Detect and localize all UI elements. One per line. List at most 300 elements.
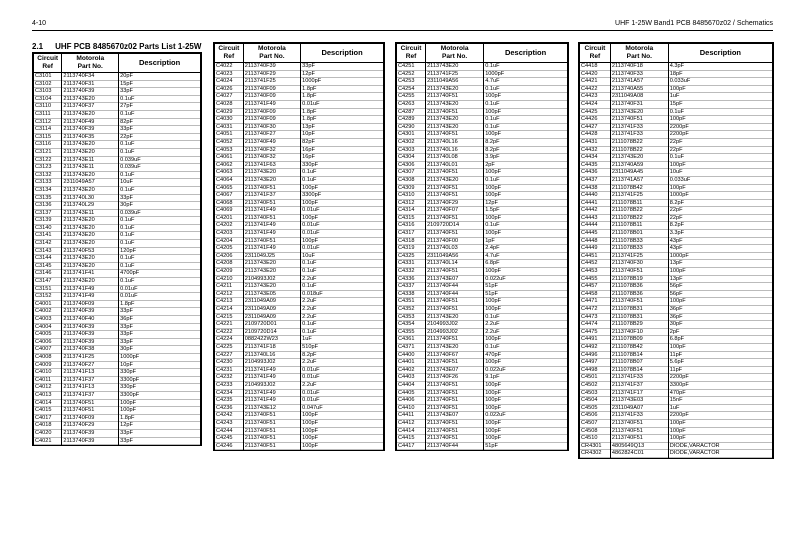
header-part-line1: Motorola	[440, 45, 469, 52]
description-cell: 16pF	[301, 154, 384, 162]
circuit-ref-cell: C4361	[397, 336, 426, 344]
description-cell: 16pF	[301, 146, 384, 154]
circuit-ref-cell: C4303	[397, 146, 426, 154]
table-row	[580, 336, 773, 344]
table-row	[397, 374, 568, 382]
circuit-ref-cell: C4354	[397, 321, 426, 329]
circuit-ref-cell: C4205	[215, 245, 244, 253]
table-row	[580, 199, 773, 207]
part-number-cell: 2113741F49	[243, 389, 300, 397]
table-row	[34, 353, 201, 361]
part-number-cell: 4862824C01	[610, 450, 668, 458]
table-row	[34, 293, 201, 301]
part-number-cell: 2113743E11	[62, 156, 119, 164]
part-number-cell: 2111078B42	[610, 343, 668, 351]
description-cell: 100pF	[668, 419, 772, 427]
circuit-ref-cell: C4415	[397, 435, 426, 443]
circuit-ref-cell: C3152	[34, 293, 62, 301]
circuit-ref-cell: C4242	[215, 412, 244, 420]
part-number-cell: 2113741F49	[243, 207, 300, 215]
table-row	[34, 247, 201, 255]
circuit-ref-cell: C4020	[34, 429, 62, 437]
description-cell: 33pF	[119, 338, 201, 346]
description-cell: 8.2pF	[301, 351, 384, 359]
circuit-ref-cell: C4022	[215, 63, 244, 71]
description-cell: 100pF	[668, 268, 772, 276]
part-number-cell: 2113741F49	[243, 245, 300, 253]
circuit-ref-cell: C4309	[397, 184, 426, 192]
part-number-cell: 2113740F38	[62, 346, 119, 354]
part-number-cell: 2113740A59	[610, 161, 668, 169]
part-number-cell: 2113741F13	[62, 384, 119, 392]
description-cell: 2200pF	[668, 374, 772, 382]
part-number-cell: 2113740F18	[610, 63, 668, 71]
circuit-ref-cell: C4308	[397, 176, 426, 184]
description-cell: 100pF	[301, 412, 384, 420]
part-number-cell: 2111078B22	[610, 138, 668, 146]
part-number-cell: 2113743E20	[62, 141, 119, 149]
description-cell: 100pF	[484, 298, 568, 306]
part-number-cell: 2113741F49	[243, 100, 300, 108]
table-row	[34, 80, 201, 88]
table-row	[397, 176, 568, 184]
description-cell: 18pF	[668, 70, 772, 78]
description-cell: 20pF	[119, 73, 201, 81]
circuit-ref-cell: C4331	[397, 260, 426, 268]
description-cell: 0.022uF	[484, 366, 568, 374]
circuit-ref-cell: C3136	[34, 202, 62, 210]
part-number-cell: 2109720D01	[243, 321, 300, 329]
description-cell: 0.047uF	[301, 404, 384, 412]
circuit-ref-cell: C3143	[34, 247, 62, 255]
circuit-ref-cell: C3104	[34, 95, 62, 103]
table-row	[397, 214, 568, 222]
table-row	[397, 313, 568, 321]
part-number-cell: 2311049A09	[243, 298, 300, 306]
part-number-cell: 2113743E20	[243, 268, 300, 276]
part-number-cell: 2113743E20	[426, 63, 484, 71]
description-cell: 100pF	[301, 442, 384, 450]
circuit-ref-cell: C4422	[580, 85, 611, 93]
table-row	[215, 359, 384, 367]
table-row	[397, 397, 568, 405]
table-row	[580, 78, 773, 86]
circuit-ref-cell: C4306	[397, 161, 426, 169]
description-cell: 22pF	[119, 133, 201, 141]
table-row	[215, 237, 384, 245]
part-number-cell: 2113741F37	[610, 381, 668, 389]
table-row	[34, 300, 201, 308]
description-cell: 2.2uF	[301, 359, 384, 367]
circuit-ref-cell: C3141	[34, 232, 62, 240]
circuit-ref-cell: C4301	[397, 131, 426, 139]
part-number-cell: 2311049A09	[243, 306, 300, 314]
table-row	[580, 131, 773, 139]
description-cell: 0.1uF	[119, 217, 201, 225]
part-number-cell: 2104993J02	[426, 321, 484, 329]
header-description: Description	[668, 44, 772, 63]
description-cell: 15pF	[668, 100, 772, 108]
description-cell: 82pF	[301, 138, 384, 146]
table-row	[34, 217, 201, 225]
table-row	[397, 328, 568, 336]
part-number-cell: 2113740F40	[62, 316, 119, 324]
header-part-line1: Motorola	[258, 45, 286, 52]
table-row	[215, 389, 384, 397]
part-number-cell: 2113741F37	[62, 391, 119, 399]
description-cell: 36pF	[668, 306, 772, 314]
description-cell: 1000pF	[668, 252, 772, 260]
circuit-ref-cell: C4420	[580, 70, 611, 78]
table-row	[34, 95, 201, 103]
description-cell: 0.1uF	[119, 148, 201, 156]
part-number-cell: 2113743E20	[62, 171, 119, 179]
table-row	[580, 237, 773, 245]
part-number-cell: 2113740F51	[610, 298, 668, 306]
circuit-ref-cell: C4432	[580, 146, 611, 154]
description-cell: 0.1uF	[484, 222, 568, 230]
circuit-ref-cell: C3102	[34, 80, 62, 88]
table-row	[215, 412, 384, 420]
part-number-cell: 2113740F09	[243, 116, 300, 124]
part-number-cell: 2113740F44	[426, 283, 484, 291]
part-number-cell: 2113741F25	[610, 192, 668, 200]
table-row	[34, 255, 201, 263]
circuit-ref-cell: C4426	[580, 116, 611, 124]
table-row	[397, 283, 568, 291]
part-number-cell: 2111078B36	[610, 290, 668, 298]
part-number-cell: 2113740A55	[610, 85, 668, 93]
table-row	[397, 290, 568, 298]
circuit-ref-cell: C4027	[215, 93, 244, 101]
part-number-cell: 2113743E20	[62, 95, 119, 103]
part-number-cell: 2113740F30	[243, 123, 300, 131]
table-row	[580, 100, 773, 108]
table-row	[397, 419, 568, 427]
circuit-ref-cell: C4065	[215, 184, 244, 192]
circuit-ref-cell: C4438	[580, 184, 611, 192]
description-cell: 100pF	[668, 343, 772, 351]
description-cell: 100pF	[484, 192, 568, 200]
circuit-ref-cell: C3139	[34, 217, 62, 225]
header-ref-line2: Ref	[223, 53, 235, 60]
description-cell: 2200pF	[668, 131, 772, 139]
table-row	[34, 369, 201, 377]
description-cell: 0.1uF	[119, 95, 201, 103]
circuit-ref-cell: C4211	[215, 283, 244, 291]
section-heading	[32, 42, 201, 51]
table-row	[580, 260, 773, 268]
description-cell: 0.1uF	[668, 154, 772, 162]
circuit-ref-cell: C4302	[397, 138, 426, 146]
part-number-cell: 4805649Q13	[610, 442, 668, 450]
table-row	[397, 268, 568, 276]
description-cell: 12pF	[484, 199, 568, 207]
circuit-ref-cell: C4009	[34, 361, 62, 369]
header-ref-line2: Ref	[405, 53, 417, 60]
circuit-ref-cell: C4406	[397, 397, 426, 405]
circuit-ref-cell: C4423	[580, 93, 611, 101]
part-number-cell: 2113740F39	[62, 429, 119, 437]
part-number-cell: 2113740L08	[426, 154, 484, 162]
part-number-cell: 2113741F49	[243, 366, 300, 374]
circuit-ref-cell: C4414	[397, 427, 426, 435]
description-cell: 13pF	[668, 260, 772, 268]
part-number-cell: 2113740F51	[426, 419, 484, 427]
description-cell: 0.033uF	[668, 78, 772, 86]
circuit-ref-cell: C4440	[580, 192, 611, 200]
header-part-line2: Part No.	[441, 53, 468, 60]
description-cell: 100pF	[484, 268, 568, 276]
circuit-ref-cell: C4453	[580, 268, 611, 276]
description-cell: 33pF	[119, 194, 201, 202]
circuit-ref-cell: C4263	[397, 100, 426, 108]
circuit-ref-cell: C4437	[580, 176, 611, 184]
description-cell: 11pF	[668, 366, 772, 374]
description-cell: 510pF	[301, 343, 384, 351]
table-row	[34, 414, 201, 422]
circuit-ref-cell: C4018	[34, 422, 62, 430]
table-row	[580, 70, 773, 78]
part-number-cell: 2113740F51	[610, 419, 668, 427]
part-number-cell: 2113740F27	[243, 131, 300, 139]
circuit-ref-cell: C4315	[397, 214, 426, 222]
circuit-ref-cell: C4015	[34, 407, 62, 415]
table-row	[397, 199, 568, 207]
circuit-ref-cell: C4008	[34, 353, 62, 361]
table-row	[397, 154, 568, 162]
part-number-cell: 2113741F25	[610, 252, 668, 260]
header-ref-line1: Circuit	[400, 45, 422, 52]
table-row	[580, 176, 773, 184]
circuit-ref-cell: C4030	[215, 116, 244, 124]
table-row	[580, 442, 773, 450]
part-number-cell: 2113740F51	[243, 199, 300, 207]
header-part-line2: Part No.	[259, 53, 285, 60]
table-row	[34, 437, 201, 445]
description-cell: 2.2uF	[484, 328, 568, 336]
part-number-cell: 2113741F41	[62, 270, 119, 278]
table-row	[580, 404, 773, 412]
table-row	[397, 359, 568, 367]
circuit-ref-cell: C4403	[397, 374, 426, 382]
table-row	[34, 308, 201, 316]
part-number-cell: 2113740F09	[243, 85, 300, 93]
part-number-cell: 2113743E20	[62, 232, 119, 240]
part-number-cell: 2113740F51	[426, 268, 484, 276]
part-number-cell: 2113740F51	[426, 404, 484, 412]
description-cell: 100pF	[484, 427, 568, 435]
description-cell: 8.2pF	[668, 199, 772, 207]
table-row	[215, 154, 384, 162]
description-cell: 6.8pF	[484, 260, 568, 268]
table-row	[397, 237, 568, 245]
description-cell: 0.01uF	[301, 374, 384, 382]
page-number: 4-10	[32, 20, 47, 27]
circuit-ref-cell: C4289	[397, 116, 426, 124]
part-number-cell: 2113740F67	[426, 351, 484, 359]
description-cell: 0.1uF	[484, 123, 568, 131]
part-number-cell: 2113743E20	[62, 224, 119, 232]
table-row	[397, 108, 568, 116]
table-row	[215, 268, 384, 276]
circuit-ref-cell: C4252	[397, 70, 426, 78]
part-number-cell: 2111078B09	[610, 336, 668, 344]
description-cell: 33pF	[119, 323, 201, 331]
table-row	[397, 298, 568, 306]
part-number-cell: 2104993J02	[243, 359, 300, 367]
table-row	[580, 268, 773, 276]
table-row	[580, 397, 773, 405]
description-cell: 2.2uF	[301, 381, 384, 389]
header-rule	[32, 30, 773, 31]
description-cell: 0.1uF	[484, 85, 568, 93]
part-number-cell: 2311049A45	[610, 169, 668, 177]
description-cell: 0.1uF	[484, 116, 568, 124]
part-number-cell: 2113743E20	[62, 186, 119, 194]
table-row	[397, 427, 568, 435]
table-row	[34, 316, 201, 324]
circuit-ref-cell: C4338	[397, 290, 426, 298]
circuit-ref-cell: CR4302	[580, 450, 611, 458]
table-row	[34, 361, 201, 369]
table-row	[215, 351, 384, 359]
part-number-cell: 2113743E20	[62, 278, 119, 286]
description-cell: 33pF	[119, 308, 201, 316]
table-row	[215, 419, 384, 427]
description-cell: 13pF	[301, 123, 384, 131]
header-description: Description	[119, 54, 201, 73]
description-cell: 4700pF	[119, 270, 201, 278]
description-cell: 3.3pF	[668, 230, 772, 238]
circuit-ref-cell: C4236	[215, 404, 244, 412]
part-number-cell: 2113741F25	[243, 78, 300, 86]
circuit-ref-cell: C4244	[215, 427, 244, 435]
circuit-ref-cell: C3114	[34, 126, 62, 134]
table-row	[397, 435, 568, 443]
description-cell: 0.1uF	[668, 108, 772, 116]
circuit-ref-cell: C4421	[580, 78, 611, 86]
description-cell: 5.6pF	[668, 359, 772, 367]
part-number-cell: 2113740F51	[426, 389, 484, 397]
table-row	[215, 230, 384, 238]
circuit-ref-cell: C4497	[580, 359, 611, 367]
table-row	[215, 260, 384, 268]
table-row	[34, 179, 201, 187]
table-row	[215, 184, 384, 192]
description-cell: 0.01uF	[301, 222, 384, 230]
table-row	[580, 412, 773, 420]
part-number-cell: 2113740F51	[426, 298, 484, 306]
parts-table-4	[578, 42, 774, 459]
description-cell: 43pF	[668, 245, 772, 253]
description-cell: 27pF	[119, 103, 201, 111]
table-row	[397, 207, 568, 215]
circuit-ref-cell: C4062	[215, 161, 244, 169]
part-number-cell: 2113741F49	[62, 285, 119, 293]
table-row	[397, 351, 568, 359]
description-cell: 0.01uF	[301, 397, 384, 405]
table-row	[215, 161, 384, 169]
circuit-ref-cell: C4411	[397, 412, 426, 420]
part-number-cell: 2111078B33	[610, 245, 668, 253]
part-number-cell: 2113743E07	[426, 275, 484, 283]
table-row	[580, 374, 773, 382]
description-cell: 0.01uF	[301, 207, 384, 215]
description-cell: 0.1uF	[484, 343, 568, 351]
table-row	[580, 123, 773, 131]
table-row	[580, 306, 773, 314]
description-cell: DIODE,VARACTOR	[668, 450, 772, 458]
part-number-cell: 2113741F25	[62, 353, 119, 361]
circuit-ref-cell: C4067	[215, 192, 244, 200]
description-cell: 2.2uF	[301, 298, 384, 306]
circuit-ref-cell: C4230	[215, 359, 244, 367]
circuit-ref-cell: C4405	[397, 389, 426, 397]
circuit-ref-cell: C4473	[580, 313, 611, 321]
circuit-ref-cell: C4431	[580, 138, 611, 146]
part-number-cell: 2113740F34	[62, 73, 119, 81]
description-cell: 100pF	[484, 131, 568, 139]
circuit-ref-cell: C3147	[34, 278, 62, 286]
circuit-ref-cell: C4210	[215, 275, 244, 283]
table-row	[215, 275, 384, 283]
description-cell: 100pF	[301, 199, 384, 207]
description-cell: 56pF	[668, 283, 772, 291]
part-number-cell: 2113740F49	[243, 138, 300, 146]
description-cell: 82pF	[119, 118, 201, 126]
part-number-cell: 2113743E20	[610, 154, 668, 162]
table-row	[397, 230, 568, 238]
circuit-ref-cell: C3146	[34, 270, 62, 278]
circuit-ref-cell: C4424	[580, 100, 611, 108]
description-cell: 0.01uF	[301, 245, 384, 253]
circuit-ref-cell: C4436	[580, 169, 611, 177]
description-cell: 4.7uF	[484, 78, 568, 86]
table-row	[580, 359, 773, 367]
table-row	[215, 100, 384, 108]
table-row	[397, 146, 568, 154]
circuit-ref-cell: C3121	[34, 148, 62, 156]
table-row	[580, 207, 773, 215]
part-number-cell: 2113741F18	[243, 343, 300, 351]
description-cell: 4.3pF	[668, 63, 772, 71]
description-cell: 100pF	[484, 404, 568, 412]
description-cell: 33pF	[119, 331, 201, 339]
circuit-ref-cell: C4012	[34, 384, 62, 392]
circuit-ref-cell: C4449	[580, 245, 611, 253]
table-row	[580, 214, 773, 222]
description-cell: 330pF	[119, 384, 201, 392]
circuit-ref-cell: C4068	[215, 199, 244, 207]
table-row	[580, 321, 773, 329]
table-row	[34, 285, 201, 293]
part-number-cell: 2113741F49	[243, 397, 300, 405]
description-cell: 1.8pF	[301, 85, 384, 93]
part-number-cell: 2113740F51	[62, 407, 119, 415]
table-row	[397, 306, 568, 314]
description-cell: 0.1uF	[119, 278, 201, 286]
part-number-cell: 2113740F37	[62, 103, 119, 111]
description-cell: 0.1uF	[301, 169, 384, 177]
header-circuit-ref	[580, 44, 611, 63]
circuit-ref-cell: C4208	[215, 260, 244, 268]
header-description: Description	[301, 44, 384, 63]
table-row	[215, 374, 384, 382]
description-cell: 100pF	[484, 108, 568, 116]
table-row	[215, 169, 384, 177]
table-row	[215, 192, 384, 200]
